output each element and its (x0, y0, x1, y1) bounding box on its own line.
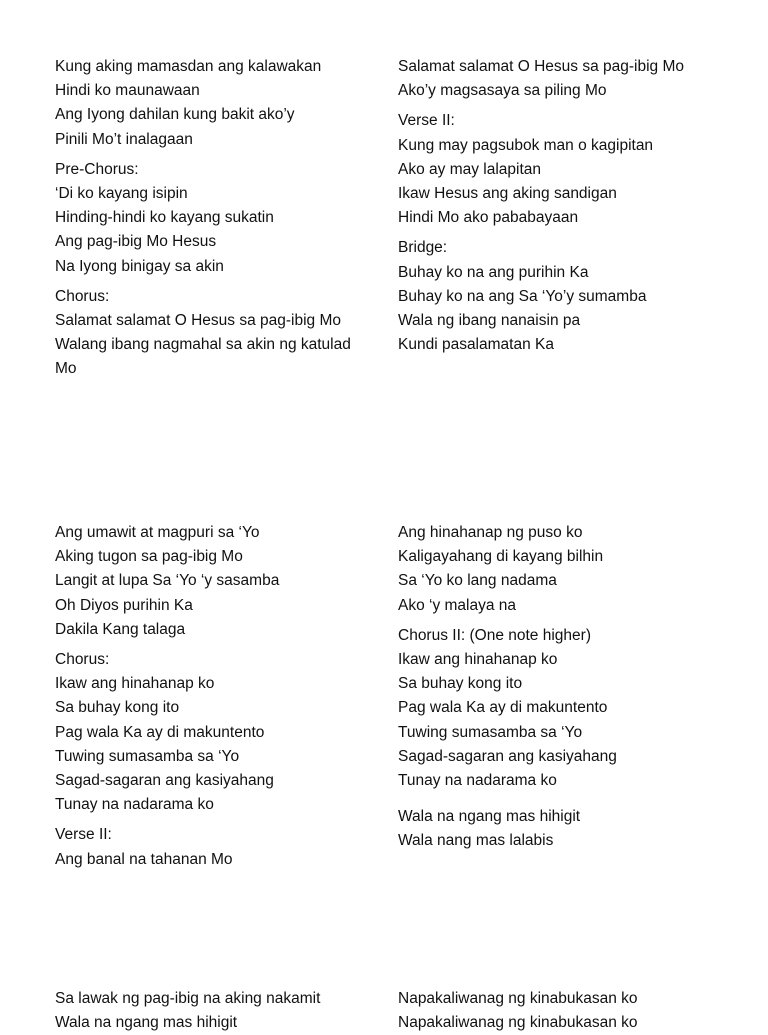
lyric-line: Na Iyong binigay sa akin (55, 257, 224, 275)
lyric-line: Ang pag-ibig Mo Hesus (55, 233, 217, 251)
lyric-line: Tunay na nadarama ko (55, 796, 214, 814)
lyric-line: Oh Diyos purihin Ka (55, 596, 193, 614)
lyric-line: Dakila Kang talaga (55, 620, 186, 638)
lyric-line: Mo (55, 360, 77, 378)
section-heading: Chorus: (55, 287, 110, 305)
lyric-line: Tuwing sumasamba sa ‘Yo (398, 723, 583, 741)
lyric-line: Pinili Mo’t inalagaan (55, 130, 193, 148)
lyric-line: Hindi ko maunawaan (55, 82, 200, 100)
lyric-line: Pag wala Ka ay di makuntento (55, 723, 265, 741)
lyric-line: Napakaliwanag ng kinabukasan ko (398, 1014, 638, 1032)
lyric-line: Wala na ngang mas hihigit (398, 808, 581, 826)
lyric-line: Ang umawit at magpuri sa ‘Yo (55, 524, 260, 541)
section-1-left-column (55, 55, 351, 382)
lyric-line: Sa buhay kong ito (398, 675, 523, 693)
lyric-line: Kaligayahang di kayang bilhin (398, 548, 604, 566)
lyric-line: Kung aking mamasdan ang kalawakan (55, 58, 322, 75)
lyric-line: Wala nang mas lalabis (398, 832, 554, 850)
section-heading: Pre-Chorus: (55, 160, 139, 178)
lyric-line: Buhay ko na ang purihin Ka (398, 263, 589, 281)
section-3-right-column (398, 987, 638, 1035)
lyric-line: Sagad-sagaran ang kasiyahang (55, 772, 274, 790)
lyric-line: Langit at lupa Sa ‘Yo ‘y sasamba (55, 572, 280, 590)
lyric-line: Ang Iyong dahilan kung bakit ako’y (55, 106, 295, 124)
lyric-line: Napakaliwanag ng kinabukasan ko (398, 990, 638, 1007)
lyric-line: Hinding-hindi ko kayang sukatin (55, 209, 274, 227)
section-1-right-column (398, 55, 684, 357)
section-heading: Verse II: (55, 826, 112, 844)
lyric-line: Sa lawak ng pag-ibig na aking nakamit (55, 990, 321, 1007)
section-heading: Chorus: (55, 651, 110, 669)
lyric-line: Ikaw Hesus ang aking sandigan (398, 185, 617, 203)
section-2-left-column (55, 521, 279, 872)
lyric-line: Aking tugon sa pag-ibig Mo (55, 548, 243, 566)
lyric-line: Buhay ko na ang Sa ‘Yo’y sumamba (398, 287, 647, 305)
lyric-line: Salamat salamat O Hesus sa pag-ibig Mo (55, 312, 342, 330)
lyric-line: Wala ng ibang nanaisin pa (398, 312, 581, 330)
lyric-line: Salamat salamat O Hesus sa pag-ibig Mo (398, 58, 685, 75)
lyric-line: Ang banal na tahanan Mo (55, 850, 233, 868)
lyric-line: Tunay na nadarama ko (398, 772, 557, 790)
lyric-line: Ako’y magsasaya sa piling Mo (398, 82, 607, 100)
lyric-line: Sagad-sagaran ang kasiyahang (398, 747, 617, 765)
lyric-line: Walang ibang nagmahal sa akin ng katulad (55, 336, 351, 354)
section-heading: Verse II: (398, 112, 455, 130)
lyric-line: Ako ‘y malaya na (398, 596, 517, 614)
lyric-line: Ikaw ang hinahanap ko (398, 651, 558, 669)
lyric-line: Ako ay may lalapitan (398, 160, 542, 178)
lyric-line: Ang hinahanap ng puso ko (398, 524, 583, 541)
lyric-line: Pag wala Ka ay di makuntento (398, 699, 608, 717)
lyric-line: Kundi pasalamatan Ka (398, 336, 554, 354)
lyric-line: Kung may pagsubok man o kagipitan (398, 136, 654, 154)
lyric-line: Ikaw ang hinahanap ko (55, 675, 215, 693)
lyric-line: Wala na ngang mas hihigit (55, 1014, 238, 1032)
section-heading: Chorus II: (One note higher) (398, 626, 591, 644)
section-2-right-column (398, 521, 617, 854)
section-3-left-column (55, 987, 320, 1035)
lyric-line: Hindi Mo ako pababayaan (398, 209, 579, 227)
lyric-line: ‘Di ko kayang isipin (55, 185, 188, 203)
section-heading: Bridge: (398, 239, 448, 257)
lyric-line: Sa ‘Yo ko lang nadama (398, 572, 557, 590)
lyric-line: Sa buhay kong ito (55, 699, 180, 717)
lyric-line: Tuwing sumasamba sa ‘Yo (55, 747, 240, 765)
